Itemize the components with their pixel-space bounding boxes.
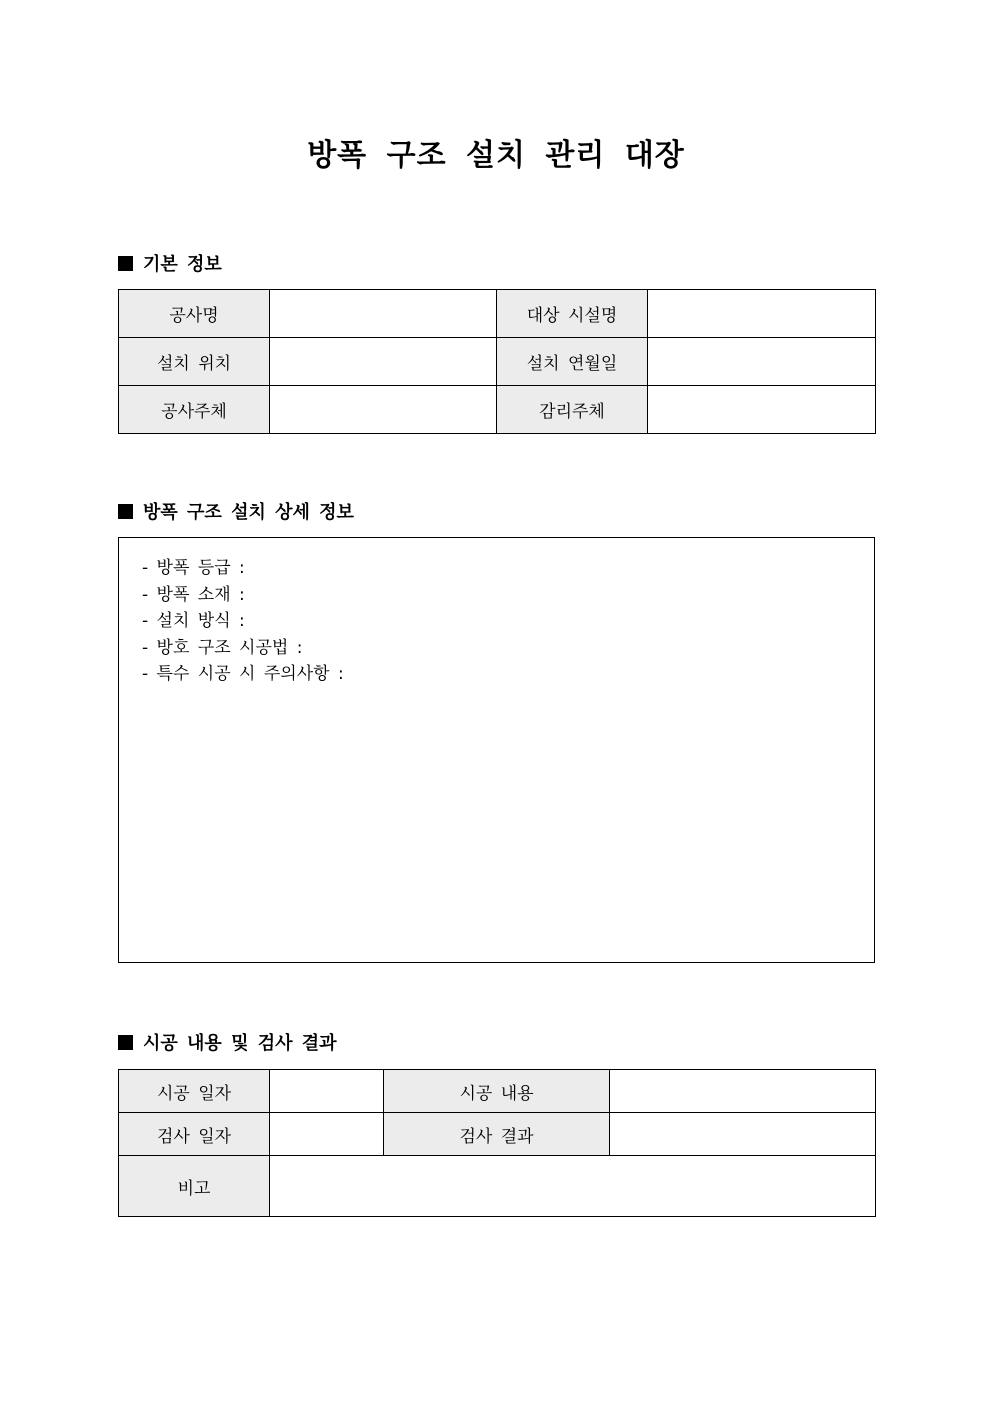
field-install-date[interactable] (648, 338, 876, 386)
basic-info-table (118, 289, 876, 434)
list-item-special-cautions: - 특수 시공 시 주의사항 : (142, 664, 344, 685)
label-install-date: 설치 연월일 (497, 338, 648, 386)
field-supervisor[interactable] (648, 386, 876, 434)
table-row (119, 1113, 876, 1156)
field-remarks[interactable] (270, 1156, 876, 1217)
field-inspection-result[interactable] (610, 1113, 876, 1156)
table-row (119, 386, 876, 434)
table-row (119, 338, 876, 386)
label-inspection-date: 검사 일자 (119, 1113, 270, 1156)
table-row (119, 1070, 876, 1113)
page-title: 방폭 구조 설치 관리 대장 (307, 138, 685, 173)
label-supervisor: 감리주체 (497, 386, 648, 434)
field-install-location[interactable] (270, 338, 497, 386)
label-target-facility: 대상 시설명 (497, 290, 648, 338)
field-project-name[interactable] (270, 290, 497, 338)
label-construction-date: 시공 일자 (119, 1070, 270, 1113)
table-row (119, 1156, 876, 1217)
field-inspection-date[interactable] (270, 1113, 384, 1156)
field-contractor[interactable] (270, 386, 497, 434)
detail-list (119, 538, 874, 688)
list-item-protection-method: - 방호 구조 시공법 : (142, 637, 303, 658)
detail-info-box[interactable] (118, 537, 875, 963)
field-construction-content[interactable] (610, 1070, 876, 1113)
square-bullet-icon (118, 1035, 133, 1050)
result-table (118, 1069, 876, 1217)
label-remarks: 비고 (119, 1156, 270, 1217)
list-item-explosion-grade: - 방폭 등급 : (142, 558, 245, 578)
label-install-location: 설치 위치 (119, 338, 270, 386)
label-inspection-result: 검사 결과 (384, 1113, 610, 1156)
field-construction-date[interactable] (270, 1070, 384, 1113)
square-bullet-icon (118, 504, 133, 519)
section-heading-result (118, 1031, 337, 1057)
table-row (119, 290, 876, 338)
section-heading-basic (118, 252, 222, 278)
label-construction-content: 시공 내용 (384, 1070, 610, 1113)
field-target-facility[interactable] (648, 290, 876, 338)
section-heading-detail-text: 방폭 구조 설치 상세 정보 (143, 502, 354, 523)
section-heading-detail (118, 500, 354, 526)
section-heading-basic-text: 기본 정보 (143, 254, 222, 275)
list-item-install-method: - 설치 방식 : (142, 611, 245, 632)
label-contractor: 공사주체 (119, 386, 270, 434)
section-heading-result-text: 시공 내용 및 검사 결과 (143, 1033, 337, 1054)
label-project-name: 공사명 (119, 290, 270, 338)
list-item-explosion-material: - 방폭 소재 : (142, 584, 245, 605)
square-bullet-icon (118, 256, 133, 271)
